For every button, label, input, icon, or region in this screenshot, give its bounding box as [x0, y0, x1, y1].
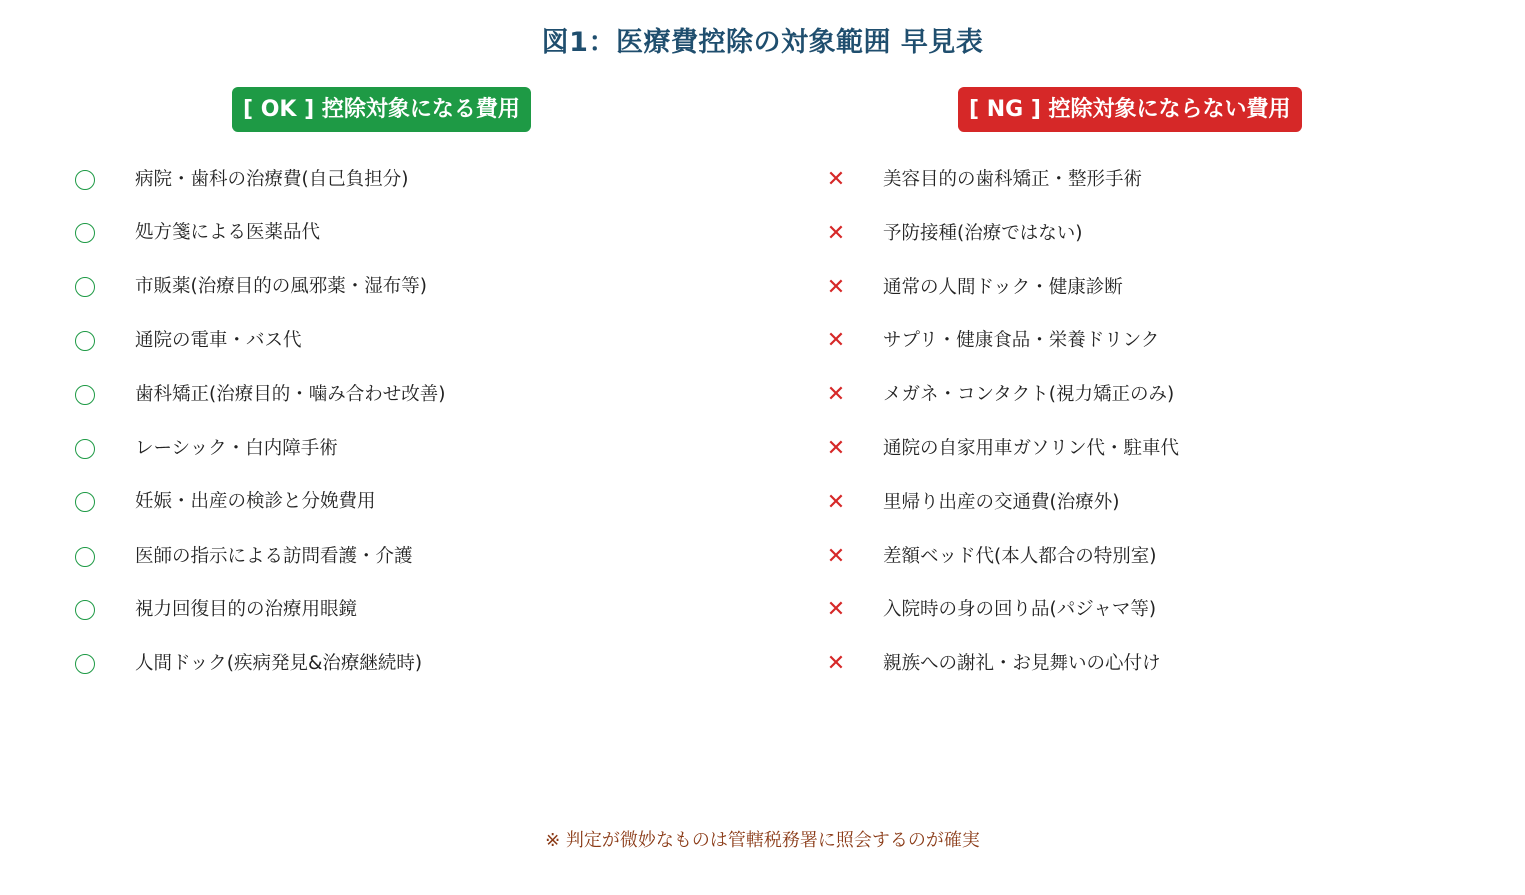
circle-icon: [75, 385, 95, 405]
cross-icon: ✕: [826, 436, 846, 461]
ng-item-text: 差額ベッド代(本人都合の特別室): [883, 546, 1157, 567]
ok-item-text: 処方箋による医薬品代: [135, 222, 321, 243]
cross-icon: ✕: [826, 167, 846, 192]
ng-item-text: 美容目的の歯科矯正・整形手術: [883, 169, 1143, 190]
ng-item-text: サプリ・健康食品・栄養ドリンク: [883, 330, 1160, 351]
page-title: 図1：医療費控除の対象範囲 早見表: [541, 27, 984, 58]
circle-icon: [75, 277, 95, 297]
cross-icon: ✕: [826, 221, 846, 246]
cross-icon: ✕: [826, 597, 846, 622]
cross-icon: ✕: [826, 275, 846, 300]
ok-item-text: 人間ドック(疾病発見&治療継続時): [135, 653, 423, 674]
ok-item-text: 病院・歯科の治療費(自己負担分): [135, 169, 409, 190]
ok-item-text: レーシック・白内障手術: [135, 438, 338, 459]
circle-icon: [75, 331, 95, 351]
circle-icon: [75, 547, 95, 567]
ok-item-text: 医師の指示による訪問看護・介護: [135, 546, 413, 567]
ng-item-text: 入院時の身の回り品(パジャマ等): [883, 599, 1157, 620]
ok-item-text: 視力回復目的の治療用眼鏡: [135, 599, 358, 620]
circle-icon: [75, 654, 95, 674]
ng-item-text: 親族への謝礼・お見舞いの心付け: [883, 653, 1161, 674]
ng-item-text: 里帰り出産の交通費(治療外): [883, 492, 1120, 513]
ok-item-text: 妊娠・出産の検診と分娩費用: [135, 491, 376, 512]
ng-badge: [ NG ] 控除対象にならない費用: [958, 87, 1302, 132]
cross-icon: ✕: [826, 544, 846, 569]
circle-icon: [75, 492, 95, 512]
cross-icon: ✕: [826, 490, 846, 515]
ok-item-text: 市販薬(治療目的の風邪薬・湿布等): [135, 276, 427, 297]
ok-badge: [ OK ] 控除対象になる費用: [232, 87, 531, 132]
ng-item-text: メガネ・コンタクト(視力矯正のみ): [883, 384, 1175, 405]
ok-item-text: 歯科矯正(治療目的・噛み合わせ改善): [135, 384, 446, 405]
footnote: ※ 判定が微妙なものは管轄税務署に照会するのが確実: [545, 830, 980, 851]
cross-icon: ✕: [826, 328, 846, 353]
ng-item-text: 通常の人間ドック・健康診断: [883, 277, 1123, 298]
circle-icon: [75, 439, 95, 459]
circle-icon: [75, 223, 95, 243]
ok-item-text: 通院の電車・バス代: [135, 330, 302, 351]
cross-icon: ✕: [826, 651, 846, 676]
ng-item-text: 通院の自家用車ガソリン代・駐車代: [883, 438, 1180, 459]
ng-item-text: 予防接種(治療ではない): [883, 223, 1083, 244]
cross-icon: ✕: [826, 382, 846, 407]
circle-icon: [75, 600, 95, 620]
circle-icon: [75, 170, 95, 190]
